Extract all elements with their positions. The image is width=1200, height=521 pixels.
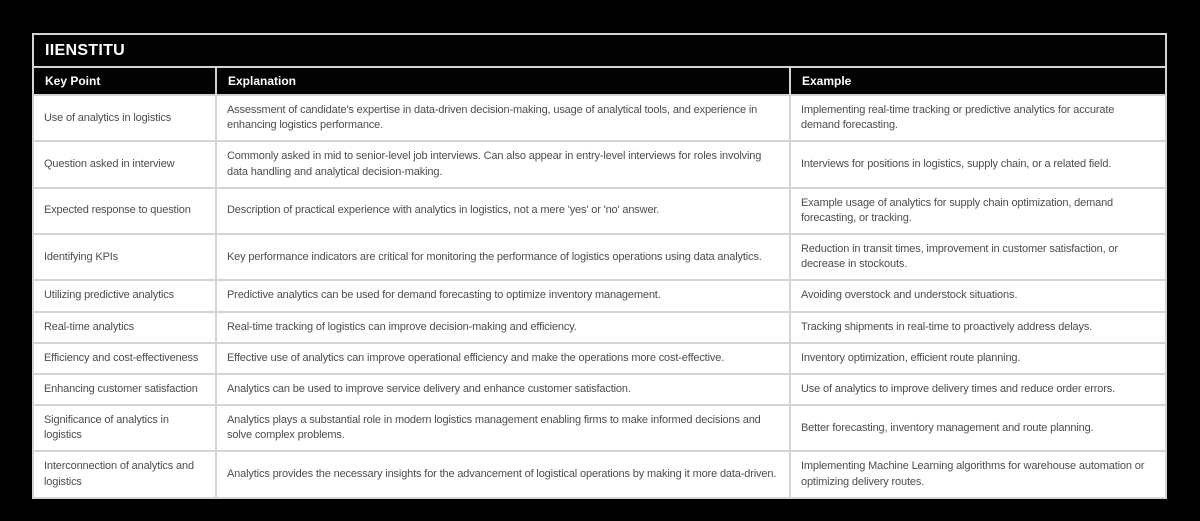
table-row	[34, 189, 1165, 233]
explanation-cell: Analytics can be used to improve service delivery and enhance customer satisfaction.	[217, 375, 789, 404]
example-cell: Reduction in transit times, improvement in customer satisfaction, or decrease in stockouts.	[791, 235, 1165, 279]
explanation-cell: Description of practical experience with analytics in logistics, not a mere 'yes' or 'no' answer.	[217, 189, 789, 233]
explanation-cell: Effective use of analytics can improve operational efficiency and make the operations more cost-effective.	[217, 344, 789, 373]
column-header-row	[34, 68, 1165, 94]
key-point-cell: Efficiency and cost-effectiveness	[34, 344, 215, 373]
table-row	[34, 313, 1165, 342]
explanation-cell: Assessment of candidate's expertise in data-driven decision-making, usage of analytical tools, and experience in enhancing logistics performance.	[217, 96, 789, 140]
table-row	[34, 281, 1165, 310]
column-header-explanation: Explanation	[217, 68, 789, 94]
example-cell: Example usage of analytics for supply chain optimization, demand forecasting, or tracking.	[791, 189, 1165, 233]
explanation-cell: Real-time tracking of logistics can improve decision-making and efficiency.	[217, 313, 789, 342]
key-point-cell: Significance of analytics in logistics	[34, 406, 215, 450]
example-cell: Avoiding overstock and understock situations.	[791, 281, 1165, 310]
analytics-table-card	[32, 33, 1167, 499]
key-point-cell: Question asked in interview	[34, 142, 215, 186]
analytics-logistics-table	[32, 33, 1167, 499]
title-row	[34, 35, 1165, 66]
column-header-example: Example	[791, 68, 1165, 94]
explanation-cell: Key performance indicators are critical for monitoring the performance of logistics operations using data analytics.	[217, 235, 789, 279]
example-cell: Interviews for positions in logistics, supply chain, or a related field.	[791, 142, 1165, 186]
table-row	[34, 406, 1165, 450]
example-cell: Implementing real-time tracking or predictive analytics for accurate demand forecasting.	[791, 96, 1165, 140]
explanation-cell: Analytics provides the necessary insights for the advancement of logistical operations by making it more data-driven.	[217, 452, 789, 496]
key-point-cell: Enhancing customer satisfaction	[34, 375, 215, 404]
explanation-cell: Commonly asked in mid to senior-level job interviews. Can also appear in entry-level interviews for roles involving data handling and analytical decision-making.	[217, 142, 789, 186]
key-point-cell: Interconnection of analytics and logistics	[34, 452, 215, 496]
column-header-key-point: Key Point	[34, 68, 215, 94]
key-point-cell: Expected response to question	[34, 189, 215, 233]
table-row	[34, 235, 1165, 279]
explanation-cell: Predictive analytics can be used for demand forecasting to optimize inventory management.	[217, 281, 789, 310]
example-cell: Implementing Machine Learning algorithms for warehouse automation or optimizing delivery routes.	[791, 452, 1165, 496]
key-point-cell: Use of analytics in logistics	[34, 96, 215, 140]
table-row	[34, 142, 1165, 186]
example-cell: Use of analytics to improve delivery times and reduce order errors.	[791, 375, 1165, 404]
example-cell: Better forecasting, inventory management and route planning.	[791, 406, 1165, 450]
key-point-cell: Utilizing predictive analytics	[34, 281, 215, 310]
key-point-cell: Real-time analytics	[34, 313, 215, 342]
example-cell: Tracking shipments in real-time to proactively address delays.	[791, 313, 1165, 342]
table-row	[34, 344, 1165, 373]
example-cell: Inventory optimization, efficient route planning.	[791, 344, 1165, 373]
key-point-cell: Identifying KPIs	[34, 235, 215, 279]
brand-title: IIENSTITU	[34, 35, 1165, 66]
table-row	[34, 96, 1165, 140]
table-row	[34, 452, 1165, 496]
table-body	[34, 96, 1165, 497]
table-row	[34, 375, 1165, 404]
explanation-cell: Analytics plays a substantial role in modern logistics management enabling firms to make informed decisions and solve complex problems.	[217, 406, 789, 450]
